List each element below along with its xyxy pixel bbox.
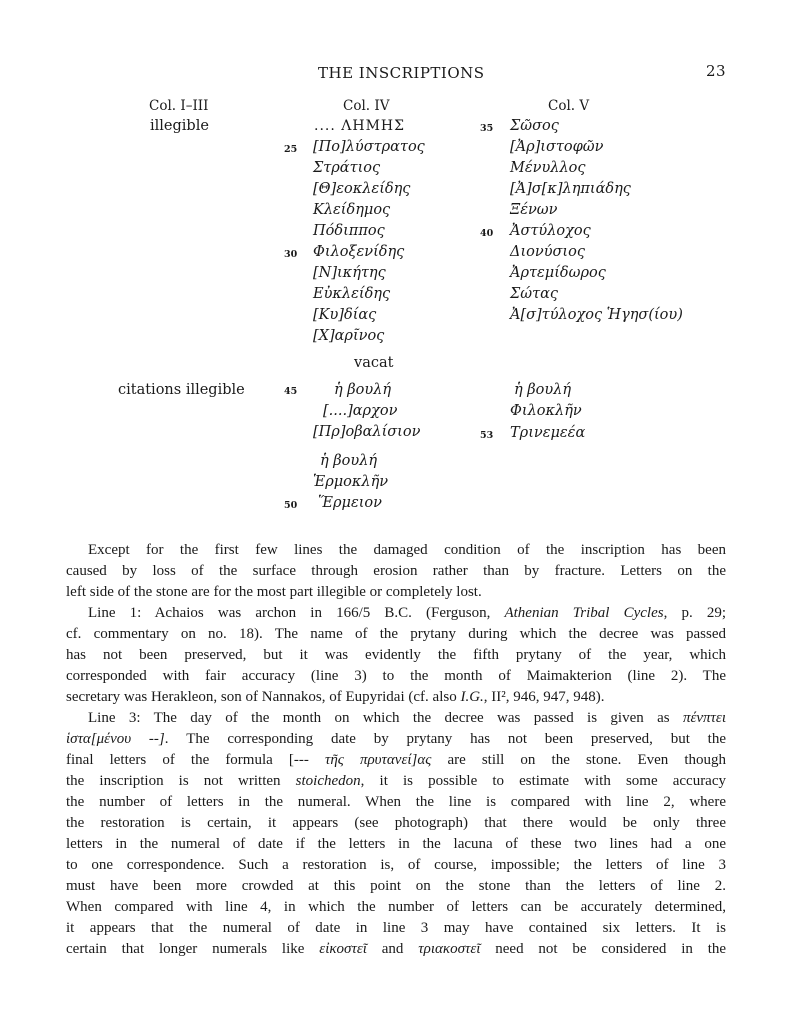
col5-name: Ξένων bbox=[510, 202, 558, 218]
text-line: the number of letters in the numeral. When the line is compared with line 2, where bbox=[66, 794, 726, 810]
col4-name: [Χ]αρῖνος bbox=[313, 328, 385, 344]
text-line: caused by loss of the surface through erosion rather than by fracture. Letters on the bbox=[66, 563, 726, 579]
col4-citation: Ἕρμειον bbox=[318, 495, 382, 511]
col4-citation: Ἑρμοκλῆν bbox=[313, 474, 389, 490]
text-line bbox=[66, 729, 726, 750]
col5-citation: Φιλοκλῆν bbox=[510, 403, 582, 419]
text-line bbox=[66, 750, 726, 771]
col5-name: Μένυλλος bbox=[510, 160, 586, 176]
col5-name: Ἀστύλοχος bbox=[510, 223, 591, 239]
greek-run: εἰκοστεῖ bbox=[319, 941, 367, 957]
text-line: corresponded with fair accuracy (line 3) to the month of Maimakterion (line 2). The bbox=[66, 668, 726, 684]
line-number: 45 bbox=[284, 386, 298, 397]
col4-name: [Ν]ικήτης bbox=[313, 265, 386, 281]
col4-citation: [....]αρχον bbox=[323, 403, 398, 419]
paragraph-line3 bbox=[66, 708, 726, 960]
book-title: Athenian Tribal Cycles bbox=[504, 605, 664, 621]
col1-illegible: illegible bbox=[150, 118, 209, 134]
col5-name: Ἀρτεμίδωρος bbox=[510, 265, 606, 281]
col4-name: Εὐκλείδης bbox=[313, 286, 391, 302]
col5-name: Σώτας bbox=[510, 286, 559, 302]
line-number: 25 bbox=[284, 144, 298, 155]
text-line: letters in the numeral of date if the letters in the lacuna of these two lines had a one bbox=[66, 836, 726, 852]
text-line: must have been more crowded at this point on the stone than the letters of line 2. bbox=[66, 878, 726, 894]
greek-run: πένπτει bbox=[682, 710, 726, 726]
paragraph-line1 bbox=[66, 603, 726, 708]
text-run: are still on the stone. Even though bbox=[447, 752, 727, 768]
text-run: Line 1: Achaios was archon in 166/5 B.C. (Ferguson, bbox=[88, 605, 491, 621]
col1-heading: Col. I–III bbox=[149, 98, 209, 114]
col4-name: Φιλοξενίδης bbox=[313, 244, 405, 260]
page-number: 23 bbox=[706, 62, 727, 80]
text-line bbox=[66, 771, 726, 792]
col4-citation: ἡ βουλή bbox=[334, 382, 392, 398]
text-run: . The corresponding date by prytany has not been preserved, but the bbox=[164, 731, 726, 747]
line-number: 50 bbox=[284, 500, 298, 511]
col5-name: Διονύσιος bbox=[510, 244, 585, 260]
col1-citations-illegible: citations illegible bbox=[118, 382, 245, 398]
col5-name: Ἀ[σ]τύλοχος Ἡγησ(ίου) bbox=[510, 307, 683, 323]
vacat-label: vacat bbox=[354, 355, 394, 371]
text-line: left side of the stone are for the most part illegible or completely lost. bbox=[66, 584, 482, 600]
line-number: 30 bbox=[284, 249, 298, 260]
paragraph-erosion bbox=[66, 540, 726, 603]
col4-name: [Πο]λύστρατος bbox=[313, 139, 425, 155]
text-line bbox=[66, 939, 726, 960]
col4-citation: ἡ βουλή bbox=[320, 453, 378, 469]
text-run: , II², 946, 947, 948). bbox=[483, 689, 605, 705]
text-line: cf. commentary on no. 18). The name of the prytany during which the decree was passed bbox=[66, 626, 726, 642]
italic-term: stoichedon bbox=[295, 773, 361, 789]
text-line bbox=[66, 603, 726, 624]
col4-name: .... ΛΗΜΗΣ bbox=[314, 118, 406, 134]
text-run: , p. 29; bbox=[663, 605, 726, 621]
col4-citation: [Πρ]οβαλίσιον bbox=[313, 424, 421, 440]
line-number: 40 bbox=[480, 228, 494, 239]
greek-run: ἱστα[μένου --] bbox=[66, 731, 165, 747]
col4-name: [Κυ]δίας bbox=[313, 307, 377, 323]
greek-run: τριακοστεῖ bbox=[418, 941, 481, 957]
text-run: the inscription is not written bbox=[66, 773, 281, 789]
text-line bbox=[66, 687, 726, 708]
text-line bbox=[66, 708, 726, 729]
col5-citation: ἡ βουλή bbox=[514, 382, 572, 398]
line-number: 53 bbox=[480, 430, 494, 441]
col5-name: [Ἀρ]ιστοφῶν bbox=[510, 139, 604, 155]
text-line: Except for the first few lines the damaged condition of the inscription has been bbox=[88, 542, 726, 558]
col5-citation: Τρινεμεέα bbox=[510, 425, 586, 441]
col4-heading: Col. IV bbox=[343, 98, 390, 114]
running-header: THE INSCRIPTIONS bbox=[318, 64, 485, 82]
text-run: need not be considered in the bbox=[495, 941, 727, 957]
text-run: final letters of the formula [--- bbox=[66, 752, 309, 768]
col5-heading: Col. V bbox=[548, 98, 590, 114]
text-run: and bbox=[381, 941, 404, 957]
line-number: 35 bbox=[480, 123, 494, 134]
text-run: secretary was Herakleon, son of Nannakos, of Eupyridai (cf. also bbox=[66, 689, 457, 705]
text-line: it appears that the numeral of date in line 3 may have contained six letters. It is bbox=[66, 920, 726, 936]
text-run: certain that longer numerals like bbox=[66, 941, 305, 957]
text-line: has not been preserved, but it was evidently the fifth prytany of the year, which bbox=[66, 647, 726, 663]
text-run: Line 3: The day of the month on which the decree was passed is given as bbox=[88, 710, 670, 726]
col4-name: Στράτιος bbox=[313, 160, 381, 176]
text-line: the restoration is certain, it appears (see photograph) that there would be only three bbox=[66, 815, 726, 831]
col5-name: [Ἀ]σ[κ]ληπιάδης bbox=[510, 181, 631, 197]
text-run: , it is possible to estimate with some accuracy bbox=[360, 773, 726, 789]
text-line: When compared with line 4, in which the number of letters can be accurately determined, bbox=[66, 899, 726, 915]
col4-name: Κλείδημος bbox=[313, 202, 391, 218]
col5-name: Σῶσος bbox=[510, 118, 559, 134]
text-line: to one correspondence. Such a restoration is, of course, impossible; the letters of line 3 bbox=[66, 857, 726, 873]
greek-run: τῆς πρυτανεί]ας bbox=[324, 752, 432, 768]
citation-abbrev: I.G. bbox=[460, 689, 484, 705]
col4-name: [Θ]εοκλείδης bbox=[313, 181, 411, 197]
col4-name: Πόδιππος bbox=[313, 223, 385, 239]
